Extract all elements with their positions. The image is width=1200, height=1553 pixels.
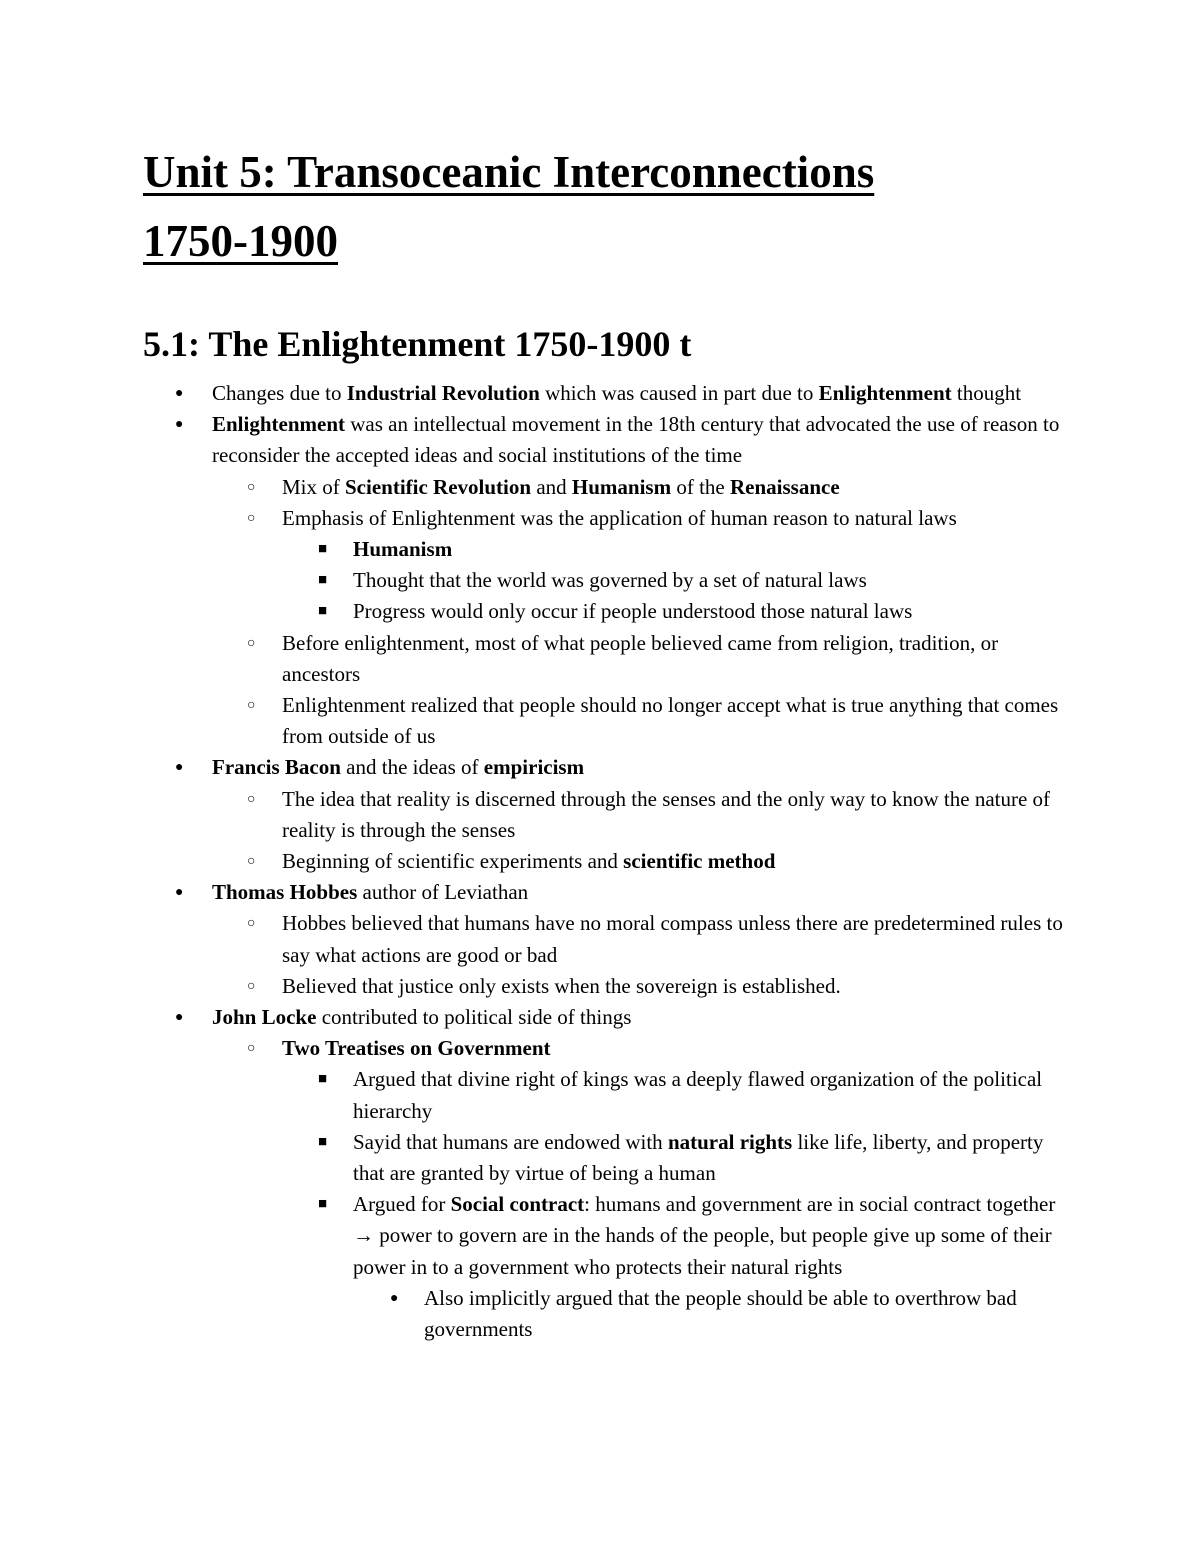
list-item: ○ Hobbes believed that humans have no moral compass unless there are predetermined rules to say what actions are good or bad [143,908,1080,970]
bullet-circle-icon: ○ [247,698,256,714]
list-item: ■ Sayid that humans are endowed with natural rights like life, liberty, and property that are granted by virtue of being a human [143,1127,1080,1189]
list-item: ● Francis Bacon and the ideas of empiricism [143,752,1080,783]
bullet-dot-icon: ● [175,760,184,776]
bullet-square-icon: ■ [318,572,328,589]
bullet-dot-icon: ● [175,885,184,901]
bullet-square-icon: ■ [318,1071,328,1088]
bullet-dot-icon: ● [175,386,184,401]
bullet-circle-icon: ○ [247,978,256,994]
bullet-circle-icon: ○ [247,916,256,932]
list-item: ● John Locke contributed to political side of things [143,1002,1080,1033]
bullet-dot-icon: ● [175,1010,184,1026]
title-line-1: Unit 5: Transoceanic Interconnections [143,147,875,197]
section-heading: 5.1: The Enlightenment 1750-1900 t [143,324,692,364]
list-item: ○ Emphasis of Enlightenment was the application of human reason to natural laws [143,503,1080,534]
bullet-circle-icon: ○ [247,791,256,807]
list-item: ■ Argued for Social contract: humans and government are in social contract together → power to govern are in the hands of the people, but people give up some of their power in to a government who protects their natural rights [143,1189,1080,1283]
bullet-circle-icon: ○ [247,479,256,495]
list-item: ● Also implicitly argued that the people should be able to overthrow bad governments [143,1283,1080,1345]
bullet-square-icon: ■ [318,603,328,620]
bullet-circle-icon: ○ [247,1041,256,1057]
notes-outline [143,378,1080,1345]
bullet-dot-icon: ● [175,417,184,433]
bullet-circle-icon: ○ [247,635,256,651]
list-item: ○ Two Treatises on Government [143,1033,1080,1064]
bullet-square-icon: ■ [318,1133,328,1150]
bullet-square-icon: ■ [318,1196,328,1213]
list-item: ● Enlightenment was an intellectual movement in the 18th century that advocated the use of reason to reconsider the accepted ideas and social institutions of the time [143,409,1080,471]
title-line-2: 1750-1900 [143,216,338,266]
list-item: ■ Argued that divine right of kings was a deeply flawed organization of the political hierarchy [143,1064,1080,1126]
list-item: ○ The idea that reality is discerned through the senses and the only way to know the nature of reality is through the senses [143,784,1080,846]
document-title [143,138,1080,276]
list-item: ○ Enlightenment realized that people should no longer accept what is true anything that comes from outside of us [143,690,1080,752]
list-item: ● Changes due to Industrial Revolution which was caused in part due to Enlightenment thought [143,378,1080,409]
list-item: ■ Thought that the world was governed by a set of natural laws [143,565,1080,596]
bullet-dot-icon: ● [390,1290,399,1306]
list-item: ■ Progress would only occur if people understood those natural laws [143,596,1080,627]
list-item: ■ Humanism [143,534,1080,565]
list-item: ○ Mix of Scientific Revolution and Humanism of the Renaissance [143,472,1080,503]
list-item: ○ Before enlightenment, most of what people believed came from religion, tradition, or ancestors [143,628,1080,690]
bullet-circle-icon: ○ [247,510,256,526]
bullet-circle-icon: ○ [247,854,256,870]
bullet-square-icon: ■ [318,541,328,558]
list-item: ○ Believed that justice only exists when the sovereign is established. [143,971,1080,1002]
list-item: ○ Beginning of scientific experiments and scientific method [143,846,1080,877]
list-item: ● Thomas Hobbes author of Leviathan [143,877,1080,908]
